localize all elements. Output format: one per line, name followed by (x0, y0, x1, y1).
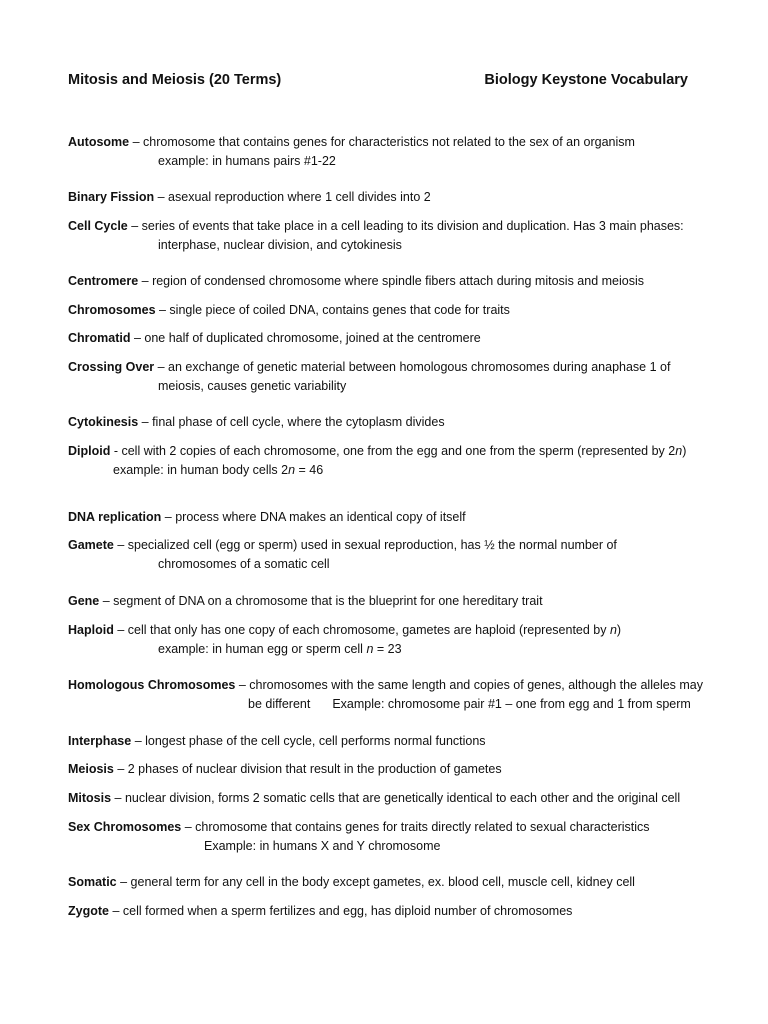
vocab-example: Example: chromosome pair #1 – one from egg and 1 from sperm (332, 696, 691, 711)
vocab-entry-homologous-chromosomes (68, 676, 703, 713)
vocab-definition: – one half of duplicated chromosome, joined at the centromere (130, 331, 481, 345)
vocab-definition: – single piece of coiled DNA, contains genes that code for traits (155, 303, 510, 317)
vocab-continuation (68, 695, 703, 714)
vocab-definition: – cell that only has one copy of each chromosome, gametes are haploid (represented by (113, 623, 610, 637)
vocab-definition: – chromosomes with the same length and copies of genes, although the alleles may (235, 678, 704, 692)
vocab-entry-sex-chromosomes (68, 818, 650, 855)
continuation-text: be different (248, 696, 311, 711)
vocab-definition: – longest phase of the cell cycle, cell performs normal functions (131, 734, 486, 748)
vocab-definition: – final phase of cell cycle, where the cytoplasm divides (138, 415, 445, 429)
variable-n: n (288, 462, 296, 477)
vocab-definition: - cell with 2 copies of each chromosome, one from the egg and one from the sperm (represented by 2 (110, 444, 676, 458)
vocab-term: Cell Cycle (68, 219, 128, 233)
vocab-definition: – an exchange of genetic material between homologous chromosomes during anaphase 1 of (154, 360, 671, 374)
vocab-definition: – segment of DNA on a chromosome that is the blueprint for one hereditary trait (99, 594, 543, 608)
vocab-entry-dna-replication (68, 508, 466, 527)
vocab-term: Sex Chromosomes (68, 820, 182, 834)
vocab-entry-interphase (68, 732, 486, 751)
vocab-definition: – asexual reproduction where 1 cell divides into 2 (154, 190, 431, 204)
variable-n: n (366, 641, 374, 656)
vocab-definition: – general term for any cell in the body except gametes, ex. blood cell, muscle cell, kidney cell (116, 875, 635, 889)
vocab-entry-gamete (68, 536, 617, 573)
vocab-term: Somatic (68, 875, 117, 889)
vocab-definition: – chromosome that contains genes for characteristics not related to the sex of an organism (129, 135, 635, 149)
vocab-term: DNA replication (68, 510, 162, 524)
vocab-term: Chromatid (68, 331, 131, 345)
vocab-definition: – chromosome that contains genes for traits directly related to sexual characteristics (181, 820, 650, 834)
vocab-entry-gene (68, 592, 543, 611)
vocab-entry-zygote (68, 902, 572, 921)
vocab-term: Centromere (68, 274, 139, 288)
vocab-term: Interphase (68, 734, 132, 748)
vocab-definition: – 2 phases of nuclear division that result in the production of gametes (113, 762, 502, 776)
vocab-term: Homologous Chromosomes (68, 678, 236, 692)
vocab-term: Zygote (68, 904, 109, 918)
vocab-entry-mitosis (68, 789, 680, 808)
vocab-entry-somatic (68, 873, 635, 892)
vocab-term: Binary Fission (68, 190, 155, 204)
vocab-definition-end: ) (616, 623, 622, 637)
vocab-term: Autosome (68, 135, 130, 149)
variable-n: n (675, 444, 683, 458)
vocab-definition: – process where DNA makes an identical copy of itself (161, 510, 466, 524)
vocab-entry-haploid (68, 621, 621, 658)
vocab-definition-end: ) (682, 444, 687, 458)
vocab-continuation: meiosis, causes genetic variability (158, 378, 347, 393)
vocab-example: example: in humans pairs #1-22 (158, 153, 336, 168)
vocab-definition: – nuclear division, forms 2 somatic cells that are genetically identical to each other and the original cell (111, 791, 681, 805)
vocab-term: Meiosis (68, 762, 114, 776)
vocab-example (68, 640, 621, 659)
vocab-definition: – specialized cell (egg or sperm) used in sexual reproduction, has ½ the normal number of (113, 538, 617, 552)
vocab-term: Mitosis (68, 791, 112, 805)
example-value: = 23 (373, 641, 402, 656)
vocab-entry-autosome (68, 133, 635, 170)
vocab-entry-meiosis (68, 760, 502, 779)
vocab-entry-crossing-over (68, 358, 670, 395)
vocab-term: Chromosomes (68, 303, 156, 317)
vocab-definition: – cell formed when a sperm fertilizes and egg, has diploid number of chromosomes (108, 904, 573, 918)
vocab-term: Haploid (68, 623, 114, 637)
vocab-entry-chromosomes (68, 301, 510, 320)
vocab-definition: – series of events that take place in a cell leading to its division and duplication. Has 3 main phases: (127, 219, 684, 233)
vocab-continuation: chromosomes of a somatic cell (158, 556, 330, 571)
vocab-example (68, 461, 686, 480)
vocab-term: Crossing Over (68, 360, 155, 374)
vocab-definition: – region of condensed chromosome where spindle fibers attach during mitosis and meiosis (138, 274, 644, 288)
vocab-term: Cytokinesis (68, 415, 139, 429)
example-value: = 46 (295, 462, 324, 477)
vocab-entry-cell-cycle (68, 217, 684, 254)
example-text: example: in human body cells 2 (113, 462, 289, 477)
vocab-entry-diploid (68, 442, 686, 479)
vocab-entry-binary-fission (68, 188, 431, 207)
page-header (68, 72, 688, 94)
page-title: Mitosis and Meiosis (20 Terms) (68, 72, 282, 88)
vocab-entry-chromatid (68, 329, 481, 348)
vocab-continuation: interphase, nuclear division, and cytokinesis (158, 237, 402, 252)
example-text: example: in human egg or sperm cell (158, 641, 367, 656)
vocab-entry-centromere (68, 272, 644, 291)
page-subtitle: Biology Keystone Vocabulary (484, 72, 688, 88)
vocab-term: Gamete (68, 538, 114, 552)
variable-n: n (609, 623, 617, 637)
vocab-example: Example: in humans X and Y chromosome (204, 838, 441, 853)
vocab-term: Diploid (68, 444, 111, 458)
vocab-entry-cytokinesis (68, 413, 445, 432)
vocab-term: Gene (68, 594, 100, 608)
